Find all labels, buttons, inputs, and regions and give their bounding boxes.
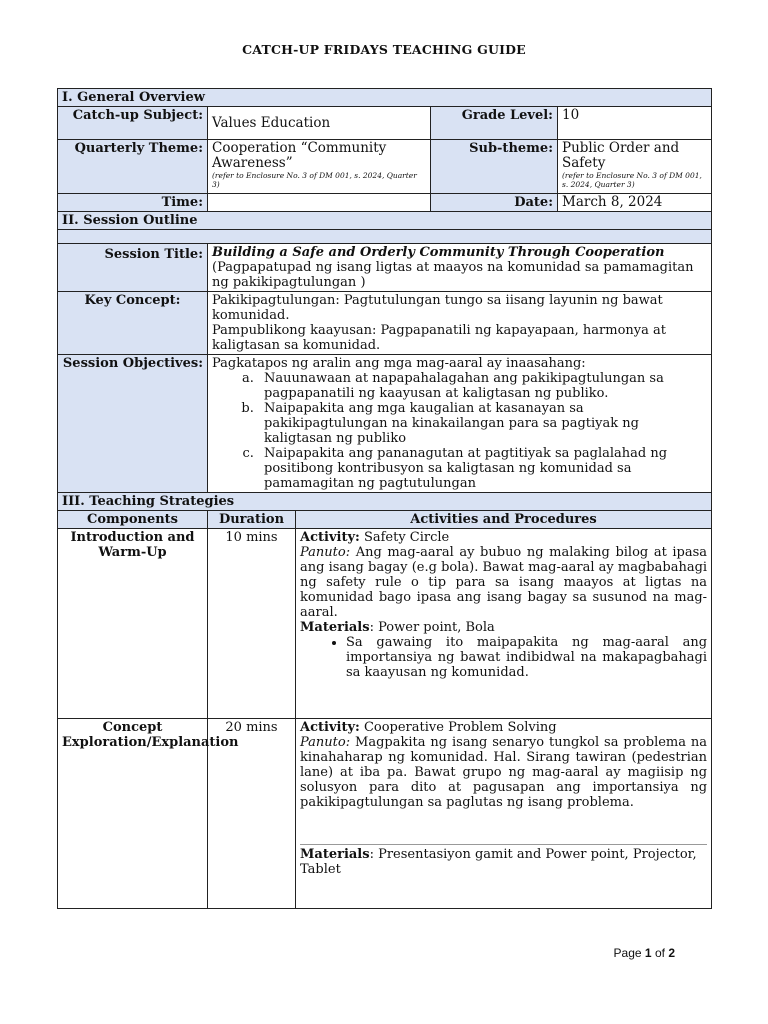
grade-label: Grade Level: [431,107,558,140]
grade-value: 10 [558,107,712,140]
panuto-label: Panuto: [300,735,351,750]
materials-text: : Presentasiyon gamit and Power point, Projector, Tablet [300,847,697,877]
strategy-row [58,529,712,719]
duration-value: 10 mins [208,529,296,719]
activity-bullet: • Sa gawaing ito maipapakita ng mag-aaral ang importansiya ng bawat indibidwal na makapagbahagi sa kaayusan ng komunidad. [346,635,707,680]
session-title-label: Session Title: [58,244,208,292]
general-overview-heading: I. General Overview [58,89,712,107]
objective-item: b. Naipapakita ang mga kaugalian at kasanayan sa pakikipagtulungan na kinakailangan para sa pagtiyak ng kaligtasan ng publiko [258,401,707,446]
component-name: Introduction and Warm-Up [58,529,208,719]
objective-item: a. Nauunawaan at napapahalagahan ang pakikipagtulungan sa pagpapanatili ng kaayusan at kaligtasan ng publiko. [258,371,707,401]
activity-cell [296,719,712,909]
document-title: CATCH-UP FRIDAYS TEACHING GUIDE [242,42,526,57]
session-title-row [58,244,712,292]
session-title-translation: (Pagpapatupad ng isang ligtas at maayos na komunidad sa pamamagitan ng pakikipagtulungan ) [212,260,694,290]
session-title: Building a Safe and Orderly Community Through Cooperation [212,245,665,260]
theme-cell [208,140,431,194]
col-activities-header: Activities and Procedures [296,511,712,529]
session-outline-header-row [58,212,712,230]
general-overview-header-row [58,89,712,107]
session-outline-heading: II. Session Outline [58,212,712,230]
theme-row [58,140,712,194]
page-number: 1 [644,946,652,960]
activity-name: Safety Circle [363,530,450,545]
activity-label: Activity: [300,720,360,735]
panuto-text: Ang mag-aaral ay bubuo ng malaking bilog at ipasa ang isang bagay (e.g bola). Bawat mag-aaral ay magbabahagi ng safety rule o tip para sa isang maayos at ligtas na komunidad bago ipasa ang isang bagay sa susunod na mag-aaral. [300,545,708,620]
time-label: Time: [58,194,208,212]
panuto-label: Panuto: [300,545,351,560]
teaching-strategies-header-row [58,493,712,511]
materials-text: : Power point, Bola [369,620,495,635]
strategies-column-header-row [58,511,712,529]
theme-reference: (refer to Enclosure No. 3 of DM 001, s. 2024, Quarter 3) [212,171,417,189]
subject-row [58,107,712,140]
subtheme-label: Sub-theme: [431,140,558,194]
spacer-cell [58,230,712,244]
objectives-cell [208,355,712,493]
page-footer [614,946,675,960]
teaching-strategies-heading: III. Teaching Strategies [58,493,712,511]
objectives-label: Session Objectives: [58,355,208,493]
key-concept-1: Pakikipagtulungan: Pagtutulungan tungo sa iisang layunin ng bawat komunidad. [212,293,663,323]
activity-name: Cooperative Problem Solving [363,720,557,735]
activity-cell [296,529,712,719]
subtheme-reference: (refer to Enclosure No. 3 of DM 001, s. 2024, Quarter 3) [562,171,702,189]
strategy-row [58,719,712,909]
objective-item: c. Naipapakita ang pananagutan at pagtitiyak sa paglalahad ng positibong kontribusyon sa kaligtasan ng komunidad sa pamamagitan ng pagtutulungan [258,446,707,491]
spacer-row [58,230,712,244]
materials-label: Materials [300,620,370,635]
materials-label: Materials [300,847,370,862]
key-concept-cell [208,292,712,355]
theme-label: Quarterly Theme: [58,140,208,194]
theme-value: Cooperation “Community Awareness” [212,140,387,171]
objectives-list [212,371,707,491]
subtheme-cell [558,140,712,194]
subject-value: Values Education [208,107,431,140]
key-concept-2: Pampublikong kaayusan: Pagpapanatili ng kapayapaan, harmonya at kaligtasan sa komunidad. [212,323,666,353]
page-total: 2 [668,946,675,960]
key-concept-row [58,292,712,355]
col-components-header: Components [58,511,208,529]
duration-value: 20 mins [208,719,296,909]
session-title-cell [208,244,712,292]
objectives-row [58,355,712,493]
key-concept-label: Key Concept: [58,292,208,355]
objectives-intro: Pagkatapos ng aralin ang mga mag-aaral ay inaasahang: [212,356,586,371]
subtheme-value: Public Order and Safety [562,140,680,171]
col-duration-header: Duration [208,511,296,529]
date-value: March 8, 2024 [558,194,712,212]
panuto-text: Magpakita ng isang senaryo tungkol sa problema na kinahaharap ng komunidad. Hal. Sirang tawiran (pedestrian lane) at iba pa. Bawat grupo ng mag-aaral ay magiisip ng solusyon para dito at pagusapan ang importansiya ng pakikipagtulungan sa paglutas ng isang problema. [300,735,708,810]
teaching-guide-table [57,88,712,909]
of-word: of [654,946,665,960]
page-word: Page [613,946,642,960]
subject-label: Catch-up Subject: [58,107,208,140]
time-date-row [58,194,712,212]
activity-bullets [300,635,707,680]
date-label: Date: [431,194,558,212]
component-name: Concept Exploration/Explanation [58,719,208,909]
time-value [208,194,431,212]
activity-label: Activity: [300,530,360,545]
